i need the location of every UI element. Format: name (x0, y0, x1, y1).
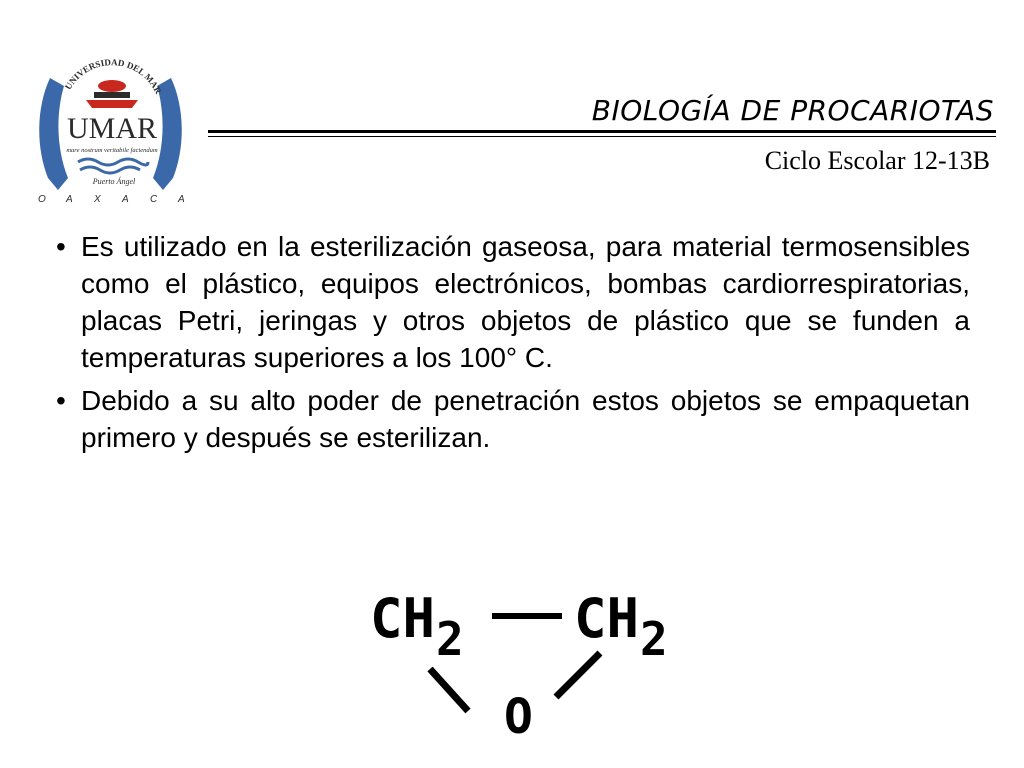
right-frame-shape (153, 78, 182, 190)
umar-logo (28, 38, 193, 208)
bullet-item (52, 382, 970, 456)
bullet-item (52, 228, 970, 376)
emblem-top-shape (98, 80, 126, 92)
wave-shape (80, 167, 140, 173)
formula-left-group: CH (370, 587, 436, 650)
logo-arc-text: UNIVERSIDAD DEL MAR (62, 57, 164, 96)
bullet-icon: • (56, 231, 66, 262)
formula-bond-horizontal (492, 613, 562, 619)
formula-right-subscript: 2 (640, 612, 668, 666)
wave-shape (78, 159, 148, 165)
formula-left-subscript: 2 (436, 612, 464, 666)
logo-motto: mare nostrum veritabile faciendum (66, 147, 158, 154)
slide-title: BIOLOGÍA DE PROCARIOTAS (591, 94, 994, 127)
logo-state-letter: O (38, 194, 46, 205)
logo-state-letter: C (150, 194, 158, 205)
emblem-base-shape (86, 100, 138, 108)
logo-state-letter: A (122, 194, 129, 205)
header-rule (208, 130, 996, 133)
logo-state-letter: X (94, 194, 101, 205)
slide-subtitle: Ciclo Escolar 12-13B (764, 146, 990, 175)
bullet-text: Es utilizado en la esterilización gaseosa, para material termosensibles como el plástico, equipos electrónicos, bombas cardiorrespiratorias, placas Petri, jeringas y otros objetos de plástico que se funden a temperaturas superiores a los 100° C. (81, 231, 970, 373)
logo-state-letter: A (178, 194, 185, 205)
formula-bond-left (430, 669, 468, 711)
emblem-bar-shape (94, 92, 130, 98)
bullet-icon: • (56, 385, 66, 416)
logo-city: Puerto Ángel (92, 177, 136, 186)
ethylene-oxide-formula (360, 585, 710, 755)
header-rule-thin (208, 136, 996, 137)
formula-oxygen: O (504, 689, 533, 745)
logo-state-letter: A (66, 194, 73, 205)
bullet-list (52, 228, 970, 462)
formula-right-group: CH (574, 587, 640, 650)
formula-bond-right (556, 653, 600, 697)
left-frame-shape (39, 78, 68, 190)
logo-monogram: UMAR (66, 112, 158, 145)
bullet-text: Debido a su alto poder de penetración estos objetos se empaquetan primero y después se esterilizan. (81, 385, 970, 453)
